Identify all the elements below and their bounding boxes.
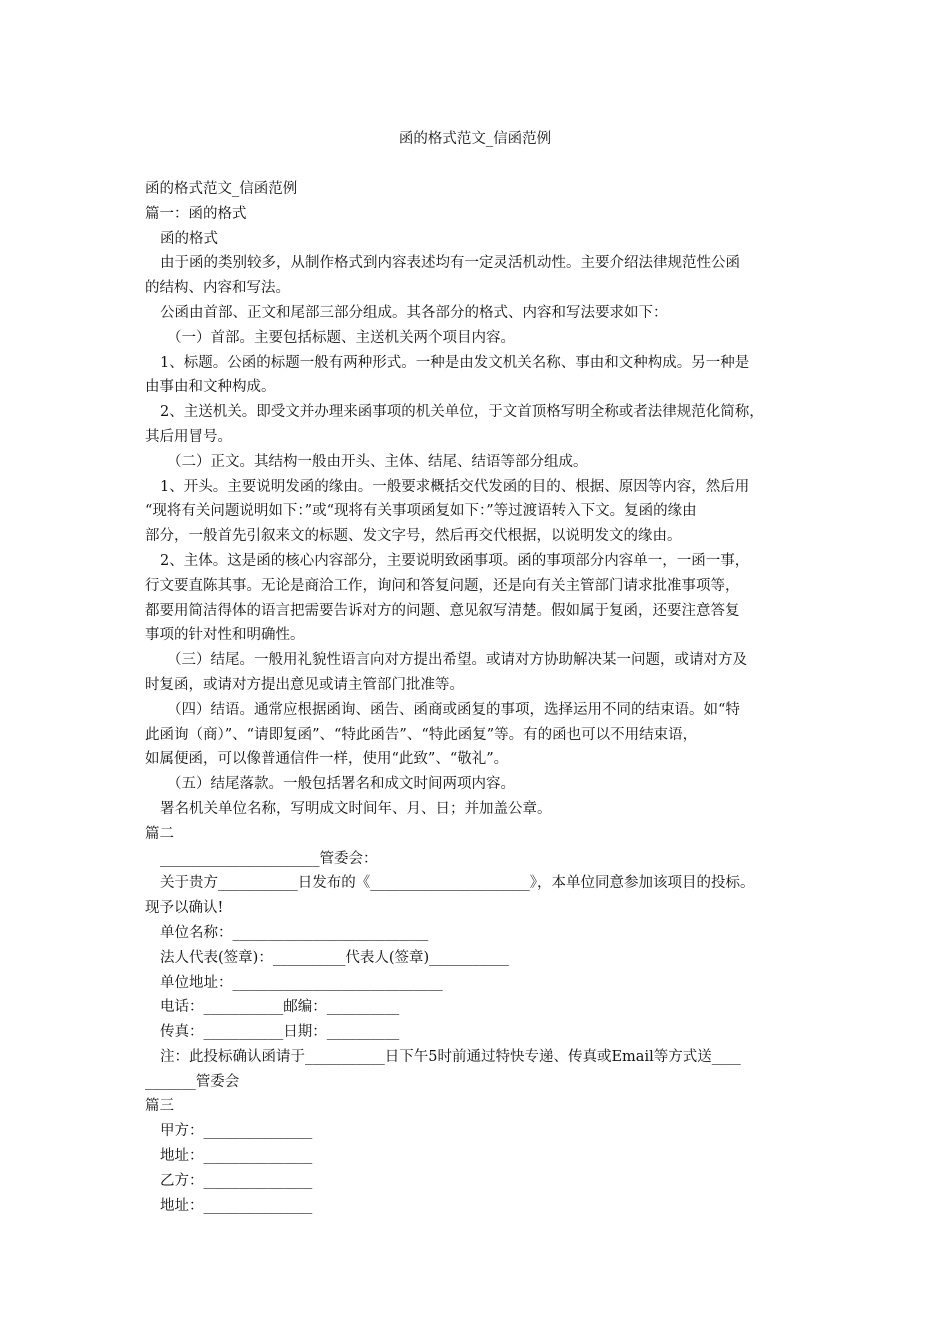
form-note: _______管委会 [145, 1073, 240, 1090]
form-line: ______________________管委会： [160, 850, 378, 867]
form-field: 甲方：_______________ [160, 1123, 313, 1140]
paragraph-line: 行文要直陈其事。无论是商洽工作，询问和答复问题，还是向有关主管部门请求批准事项等， [145, 577, 740, 594]
paragraph-line: 事项的针对性和明确性。 [145, 627, 305, 644]
form-field: 单位名称：___________________________ [160, 924, 429, 941]
page-title: 函的格式范文_信函范例 [398, 131, 552, 147]
paragraph-line: （一）首部。主要包括标题、主送机关两个项目内容。 [167, 329, 515, 346]
form-field: 电话：___________邮编：__________ [160, 999, 400, 1016]
form-field: 地址：_______________ [160, 1197, 313, 1214]
document-body [145, 177, 825, 1218]
paragraph-line: （四）结语。通常应根据函询、函告、函商或函复的事项，选择运用不同的结束语。如“特 [167, 701, 740, 718]
paragraph-line: “现将有关问题说明如下：”或“现将有关事项函复如下：”等过渡语转入下文。复函的缘由 [145, 503, 697, 520]
form-field: 传真：___________日期：__________ [160, 1024, 400, 1041]
form-line: 现予以确认! [145, 900, 224, 917]
paragraph-line: 此函询（商）”、“请即复函”、“特此函告”、“特此函复”等。有的函也可以不用结束语， [145, 726, 698, 743]
subheading: 函的格式 [160, 230, 218, 247]
paragraph-line: （二）正文。其结构一般由开头、主体、结尾、结语等部分组成。 [167, 453, 588, 470]
form-note: 注：此投标确认函请于___________日下午5时前通过特快专递、传真或Email等方式送____ [160, 1048, 741, 1065]
paragraph-line: 时复函，或请对方提出意见或请主管部门批准等。 [145, 676, 464, 693]
form-field: 乙方：_______________ [160, 1172, 313, 1189]
paragraph-line: 其后用冒号。 [145, 428, 232, 445]
paragraph-line: 由于函的类别较多，从制作格式到内容表述均有一定灵活机动性。主要介绍法律规范性公函 [160, 255, 740, 272]
form-field: 地址：_______________ [160, 1148, 313, 1165]
form-field: 法人代表(签章)：__________代表人(签章)___________ [160, 949, 509, 966]
paragraph-line: 的结构、内容和写法。 [145, 280, 290, 297]
doc-heading: 函的格式范文_信函范例 [145, 181, 298, 197]
paragraph-line: （五）结尾落款。一般包括署名和成文时间两项内容。 [167, 776, 515, 793]
section-heading-3: 篇三 [145, 1098, 174, 1115]
section-heading-2: 篇二 [145, 825, 174, 842]
paragraph-line: 2、主送机关。即受文并办理来函事项的机关单位，于文首顶格写明全称或者法律规范化简称， [160, 404, 764, 421]
paragraph-line: 由事由和文种构成。 [145, 379, 276, 396]
paragraph-line: 公函由首部、正文和尾部三部分组成。其各部分的格式、内容和写法要求如下： [160, 304, 668, 321]
paragraph-line: 都要用简洁得体的语言把需要告诉对方的问题、意见叙写清楚。假如属于复函，还要注意答复 [145, 602, 740, 619]
form-field: 单位地址：_____________________________ [160, 974, 443, 991]
form-line: 关于贵方___________日发布的《______________________》，本单位同意参加该项目的投标。 [160, 875, 755, 892]
paragraph-line: 1、开头。主要说明发函的缘由。一般要求概括交代发函的目的、根据、原因等内容，然后用 [160, 478, 750, 495]
paragraph-line: 2、主体。这是函的核心内容部分，主要说明致函事项。函的事项部分内容单一，一函一事， [160, 552, 750, 569]
paragraph-line: 1、标题。公函的标题一般有两种形式。一种是由发文机关名称、事由和文种构成。另一种是 [160, 354, 750, 371]
section-heading-1: 篇一：函的格式 [145, 205, 247, 222]
paragraph-line: （三）结尾。一般用礼貌性语言向对方提出希望。或请对方协助解决某一问题，或请对方及 [167, 652, 747, 669]
paragraph-line: 如属便函，可以像普通信件一样，使用“此致”、“敬礼”。 [145, 751, 509, 768]
paragraph-line: 部分，一般首先引叙来文的标题、发文字号，然后再交代根据，以说明发文的缘由。 [145, 528, 682, 545]
paragraph-line: 署名机关单位名称，写明成文时间年、月、日；并加盖公章。 [160, 800, 552, 817]
